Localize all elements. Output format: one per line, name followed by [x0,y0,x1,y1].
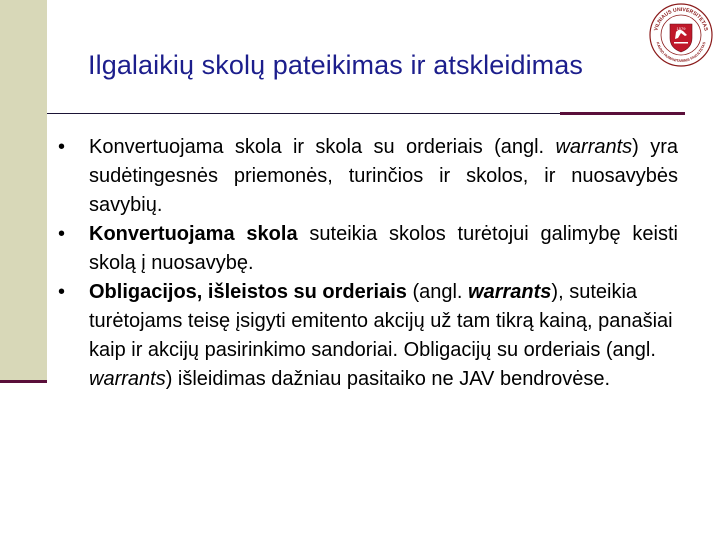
bullet-item: • Obligacijos, išleistos su orderiais (angl. warrants), suteikia turėtojams teisę įsigyti emitento akcijų už tam tikrą kainą, panašiai kaip ir akcijų pasirinkimo sandoriai. Obligacijų su orderiais (angl. warrants) išleidimas dažniau pasitaiko ne JAV bendrovėse. [58,281,673,390]
slide-title: Ilgalaikių skolų pateikimas ir atskleidimas [88,50,583,80]
side-accent-mark [0,380,47,383]
bullet-item: • Konvertuojama skola ir skola su orderiais (angl. warrants) yra sudėtingesnės priemonės, turinčios ir skolos, ir nuosavybės savybių. [58,136,678,216]
bullet-list [58,133,678,394]
logo-bottom-text: KAUNO HUMANITARINIS FAKULTETAS [655,41,707,64]
title-rule-accent [560,112,685,115]
logo-top-text: VILNIAUS UNIVERSITETAS [653,6,709,32]
title-rule [47,113,560,114]
bullet-item: • Konvertuojama skola suteikia skolos turėtojui galimybę keisti skolą į nuosavybę. [58,223,678,274]
university-crest-icon [648,2,714,68]
logo-year: 1579 [676,26,686,31]
side-band [0,0,47,382]
